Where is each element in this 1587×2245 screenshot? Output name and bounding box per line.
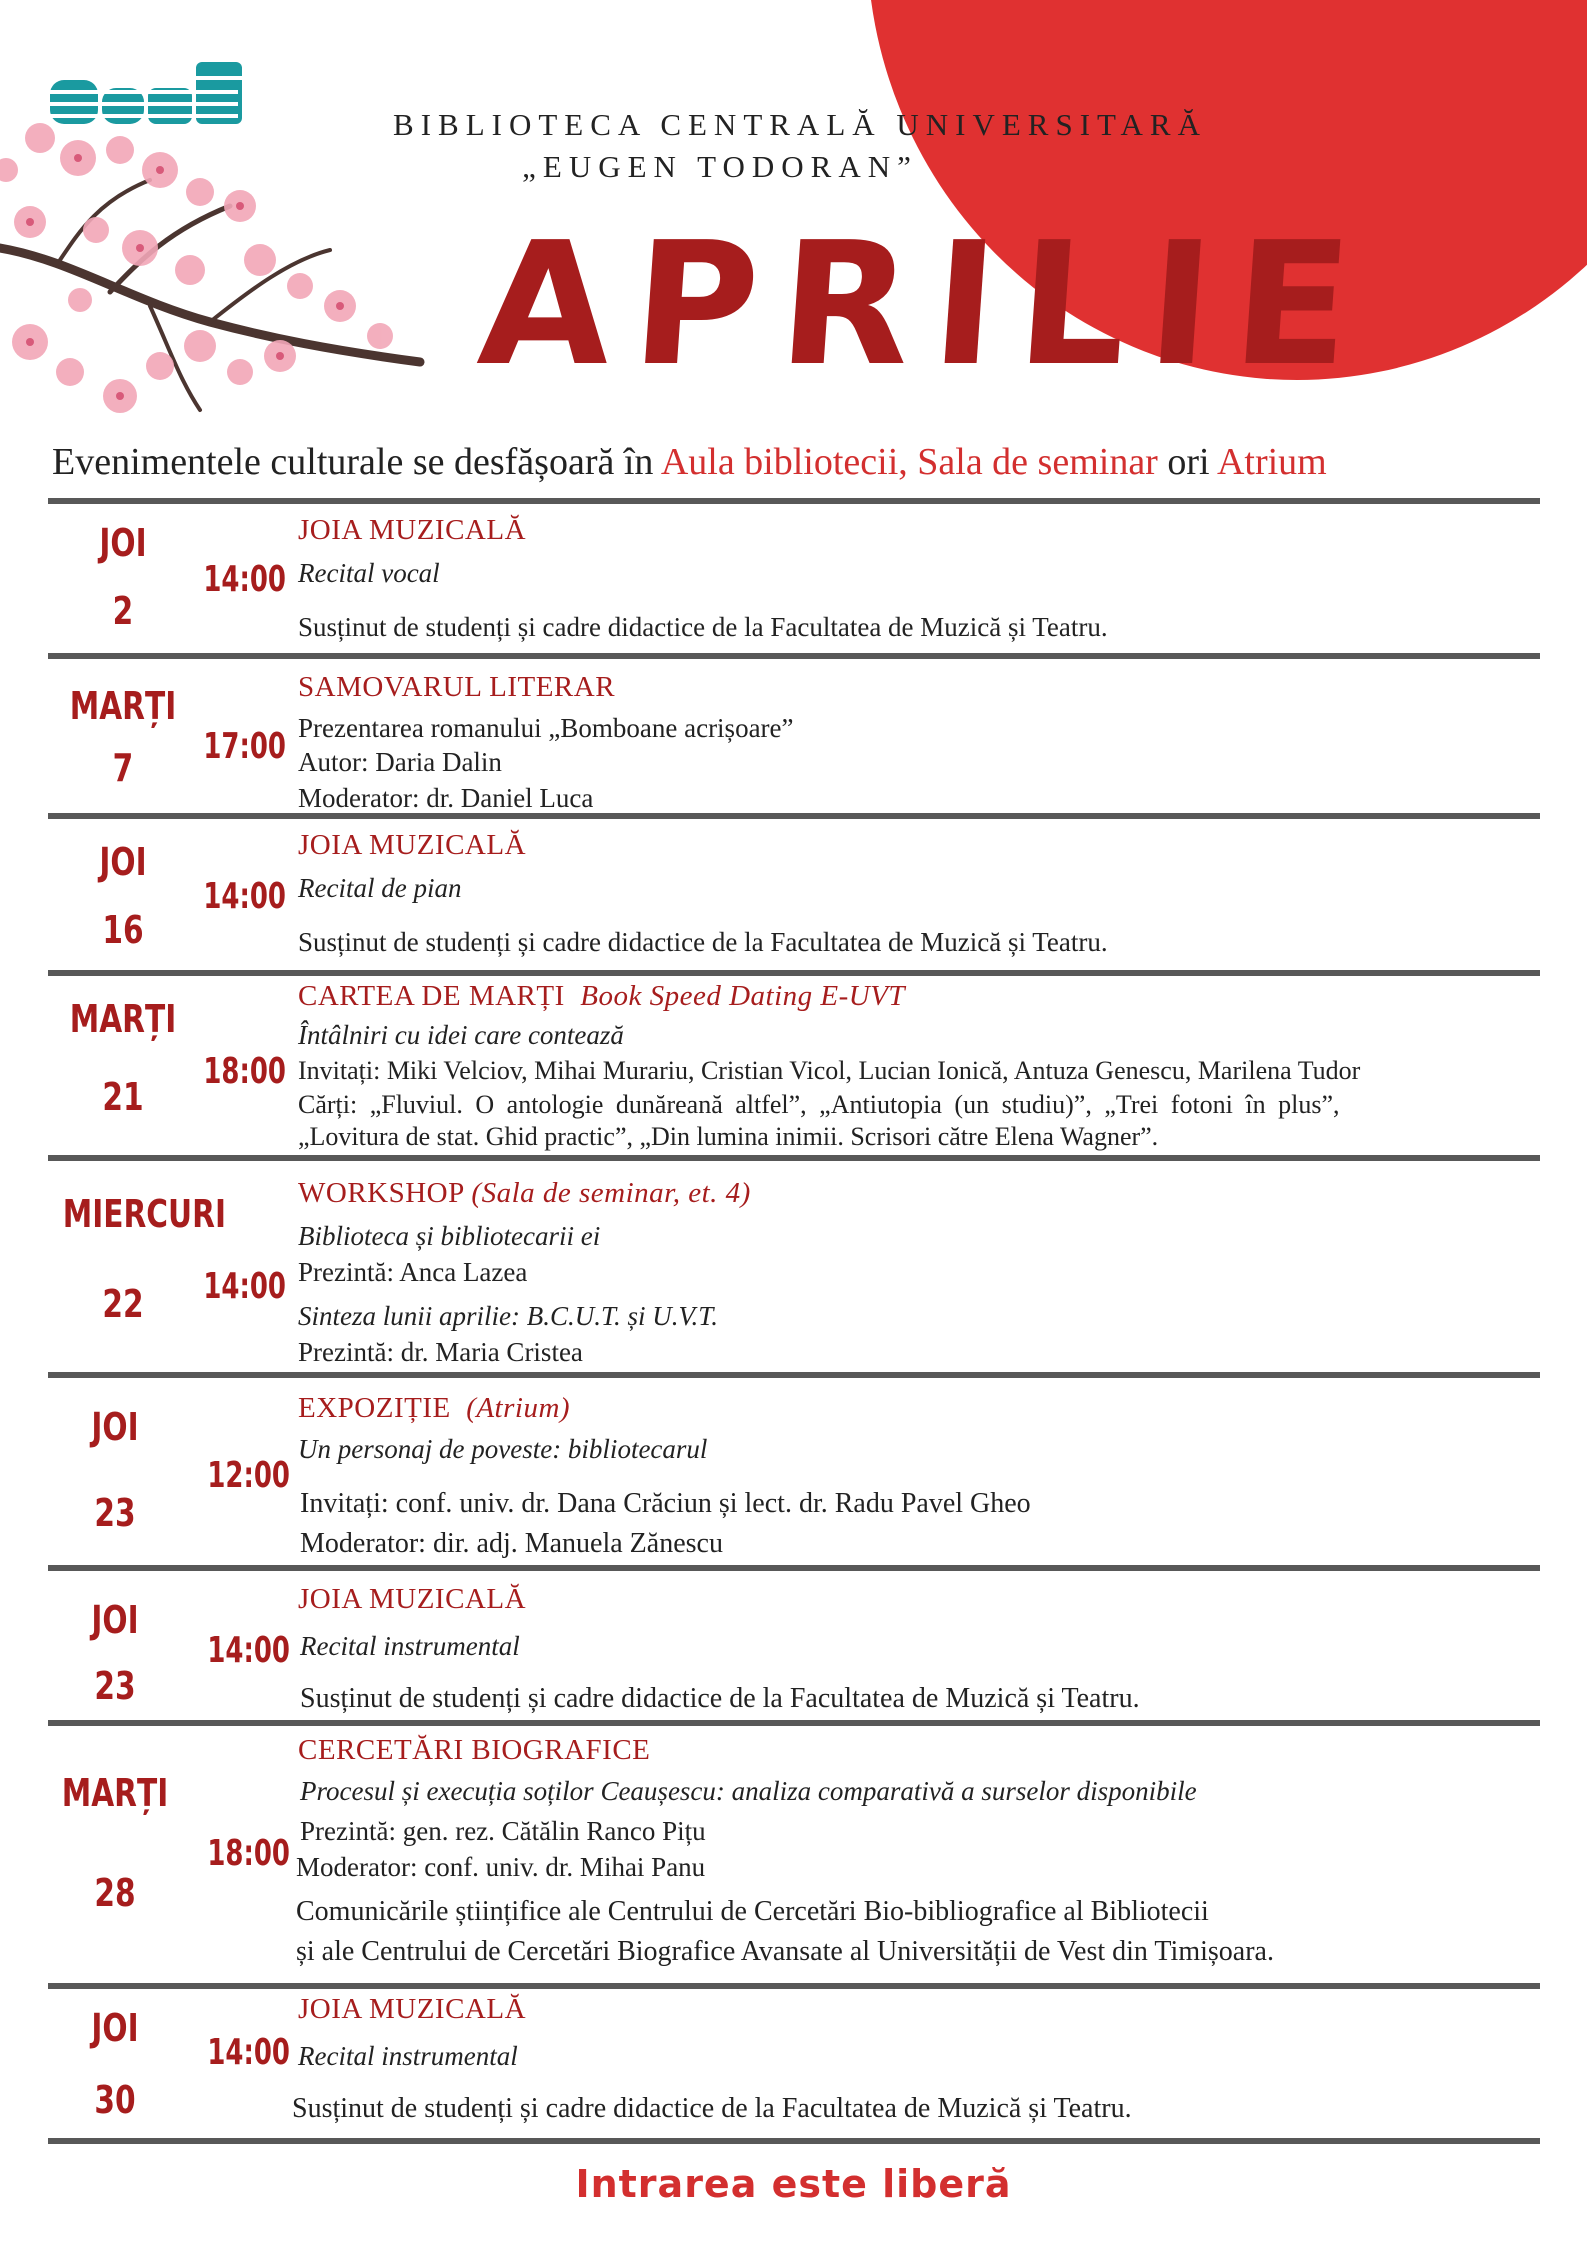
free-entry-note: Intrarea este liberă <box>575 2162 1012 2206</box>
intro-connector: ori <box>1157 441 1217 483</box>
intro-text <box>52 440 1327 484</box>
event-line: Sinteza lunii aprilie: B.C.U.T. și U.V.T. <box>298 1301 719 1331</box>
event-title-main: WORKSHOP <box>298 1177 464 1209</box>
event-date: 16 <box>102 908 144 952</box>
event-time: 14:00 <box>203 1266 286 1307</box>
event-line: Recital de pian <box>298 873 462 903</box>
event-time: 14:00 <box>203 559 286 600</box>
event-time: 14:00 <box>207 1630 290 1671</box>
event-line: Susținut de studenți și cadre didactice de la Facultatea de Muzică și Teatru. <box>292 2093 1132 2124</box>
event-title <box>298 980 905 1013</box>
event-line: Întâlniri cu idei care contează <box>298 1020 624 1050</box>
event-row <box>48 819 1540 969</box>
institution-name-line2: „EUGEN TODORAN” <box>522 149 918 184</box>
event-time: 18:00 <box>207 1833 290 1874</box>
intro-lead: Evenimentele culturale se desfășoară în <box>52 441 661 483</box>
event-line: Prezintă: dr. Maria Cristea <box>298 1337 583 1367</box>
event-day: MIERCURI <box>62 1192 226 1236</box>
event-line: Susținut de studenți și cadre didactice de la Facultatea de Muzică și Teatru. <box>298 612 1108 642</box>
event-title: SAMOVARUL LITERAR <box>298 671 616 703</box>
event-day: JOI <box>91 1598 139 1642</box>
event-day: MARȚI <box>61 1771 169 1815</box>
event-line: „Lovitura de stat. Ghid practic”, „Din lumina inimii. Scrisori către Elena Wagner”. <box>298 1122 1159 1151</box>
event-date: 23 <box>94 1491 136 1535</box>
event-line: Invitați: conf. univ. dr. Dana Crăciun și lect. dr. Radu Pavel Gheo <box>300 1488 1031 1519</box>
event-line: Recital vocal <box>298 558 440 588</box>
event-date: 7 <box>112 746 134 790</box>
event-line: Moderator: dir. adj. Manuela Zănescu <box>300 1528 723 1559</box>
event-row <box>48 976 1540 1156</box>
institution-name-line1: BIBLIOTECA CENTRALĂ UNIVERSITARĂ <box>393 107 1207 142</box>
event-time: 17:00 <box>203 726 286 767</box>
event-date: 22 <box>102 1282 144 1326</box>
event-day: JOI <box>99 840 147 884</box>
event-row <box>48 504 1540 654</box>
event-row <box>48 659 1540 814</box>
event-subtitle: (Atrium) <box>466 1392 571 1424</box>
intro-place2: Atrium <box>1216 441 1327 483</box>
event-date: 2 <box>112 589 134 633</box>
event-line: Cărți: „Fluviul. O antologie dunăreană altfel”, „Antiutopia (un studiu)”, „Trei fotoni în plus”, <box>298 1090 1340 1119</box>
event-date: 28 <box>94 1871 136 1915</box>
event-line: Autor: Daria Dalin <box>298 747 502 777</box>
month-title: APRILIE <box>473 206 1379 404</box>
event-title: CERCETĂRI BIOGRAFICE <box>298 1734 651 1766</box>
event-line: Un personaj de poveste: bibliotecarul <box>298 1434 708 1464</box>
event-line: Recital instrumental <box>298 2041 518 2071</box>
event-title: JOIA MUZICALĂ <box>298 514 527 546</box>
event-title <box>298 1392 570 1425</box>
event-time: 18:00 <box>203 1051 286 1092</box>
event-date: 23 <box>94 1664 136 1708</box>
event-line: Susținut de studenți și cadre didactice de la Facultatea de Muzică și Teatru. <box>298 927 1108 957</box>
event-title: JOIA MUZICALĂ <box>298 829 527 861</box>
event-day: JOI <box>91 1405 139 1449</box>
event-row <box>48 1378 1540 1566</box>
event-line: Invitați: Miki Velciov, Mihai Murariu, Cristian Vicol, Lucian Ionică, Antuza Genescu, Marilena Tudor <box>298 1056 1361 1085</box>
event-subtitle: (Sala de seminar, et. 4) <box>471 1177 751 1209</box>
event-line: Recital instrumental <box>300 1631 520 1661</box>
event-time: 14:00 <box>203 876 286 917</box>
event-time: 12:00 <box>207 1455 290 1496</box>
event-line: și ale Centrului de Cercetări Biografice Avansate al Universității de Vest din Timișoara. <box>296 1936 1274 1967</box>
event-title-main: CARTEA DE MARȚI <box>298 980 565 1012</box>
event-line: Moderator: conf. univ. dr. Mihai Panu <box>296 1852 706 1882</box>
event-line: Moderator: dr. Daniel Luca <box>298 783 594 813</box>
event-day: MARȚI <box>69 684 177 728</box>
event-title <box>298 1177 751 1210</box>
event-line: Prezintă: gen. rez. Cătălin Ranco Pițu <box>300 1816 706 1846</box>
event-title: JOIA MUZICALĂ <box>298 1993 527 2025</box>
event-day: JOI <box>91 2006 139 2050</box>
event-line: Biblioteca și bibliotecarii ei <box>298 1221 601 1251</box>
event-title-main: EXPOZIȚIE <box>298 1392 451 1424</box>
event-title: JOIA MUZICALĂ <box>298 1583 527 1615</box>
event-line: Prezentarea romanului „Bomboane acrișoare” <box>298 713 794 743</box>
event-date: 30 <box>94 2078 136 2122</box>
event-line: Prezintă: Anca Lazea <box>298 1257 528 1287</box>
event-day: MARȚI <box>69 997 177 1041</box>
event-time: 14:00 <box>207 2032 290 2073</box>
event-date: 21 <box>102 1075 144 1119</box>
intro-place1: Aula bibliotecii, Sala de seminar <box>660 441 1158 483</box>
event-row <box>48 1726 1540 1984</box>
event-line: Comunicările științifice ale Centrului de Cercetări Bio-bibliografice al Bibliotecii <box>296 1896 1209 1927</box>
event-row <box>48 1571 1540 1721</box>
event-day: JOI <box>99 521 147 565</box>
event-line: Procesul și execuția soților Ceaușescu: analiza comparativă a surselor disponibile <box>300 1776 1197 1806</box>
event-line: Susținut de studenți și cadre didactice de la Facultatea de Muzică și Teatru. <box>300 1683 1140 1714</box>
event-row <box>48 1989 1540 2139</box>
event-subtitle: Book Speed Dating E-UVT <box>580 980 906 1012</box>
event-row <box>48 1161 1540 1373</box>
